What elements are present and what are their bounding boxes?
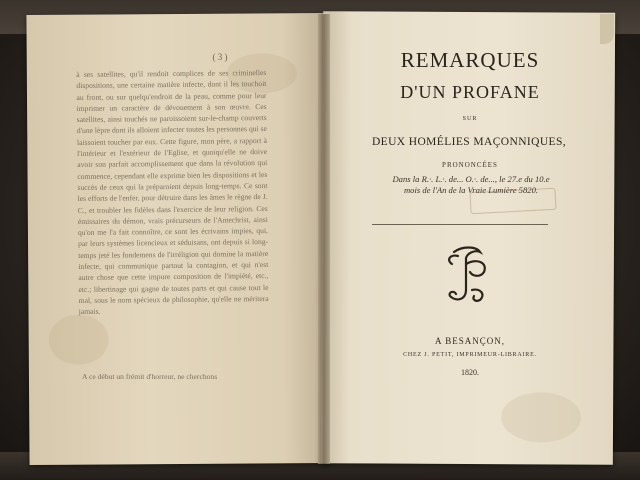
left-page-last-line: A ce début un frémit d'horreur, ne cherchons	[82, 372, 218, 381]
title-sur: SUR	[462, 116, 478, 122]
imprint-printer: CHEZ J. PETIT, IMPRIMEUR-LIBRAIRE.	[403, 352, 537, 358]
title-line-1: REMARQUES	[400, 48, 540, 72]
imprint-year: 1820.	[461, 368, 479, 377]
dans-line-1: Dans la R.·. L.·. de... O.·. de..., le 27.e du 10.e	[392, 174, 550, 184]
left-page-number: ( 3 )	[212, 52, 228, 62]
book-gutter	[318, 14, 330, 464]
paper-stain	[501, 392, 581, 442]
page-corner-tear	[600, 14, 614, 44]
title-line-2: D'UN PROFANE	[400, 82, 540, 102]
title-prononcees: PRONONCÉES	[442, 161, 498, 169]
faded-stamp	[469, 188, 556, 214]
dans-line-2: mois de l'An de la Vraie Lumière 5820.	[403, 185, 539, 195]
title-line-3: DEUX HOMÉLIES MAÇONNIQUES,	[371, 136, 567, 148]
imprint-place: A BESANÇON,	[434, 336, 505, 346]
left-page-body-text: à ses satellites, qu'il rendoit complices de ses criminelles dispositions, une certaine matière infecte, dont il les touchoit au front, ou sur quelqu'endroit de la peau, comme pour leur imprimer un caractère de dévouement à son œuvre. Ces satellites, ainsi touchés ne paroissoient sur-le-champ couverts d'une lèpre dont ils alloient infecter toutes les personnes qui se laissoient toucher par eux. Cette figure, mon père, a rapport à l'intérieur et l'extérieur de l'Eglise, et quoiqu'elle ne doive avoir son parfait accomplissement que dans la révolution qui commence, cependant elle exprime bien les dispositions et les succès de ceux qui la préparoient depuis long-temps. Ce sont les efforts de l'enfer, pour détruire dans les âmes le règne de J. C., et troubler les fidèles dans l'exercice de leur religion. Ces émissaires du démon, vrais précurseurs de l'Antechrist, ainsi qu'on me l'a fait connoître, ce sont les écrivains impies, qui, par leurs systèmes licencieux et séduisans, ont depuis si long-temps jeté les fondemens de l'irréligion qui domine la matière infecte, qui communique partout la contagion, et qui n'est autre chose que cette impure composition de l'impiété, etc., etc.; libertinage qui gagne de toutes parts et qui cause tout le mal, sous le nom spécieux de philosophie, qu'elle ne méritera jamais.	[76, 68, 269, 317]
jp-monogram-icon	[436, 244, 496, 306]
title-rule	[372, 224, 548, 225]
right-page	[321, 11, 615, 465]
